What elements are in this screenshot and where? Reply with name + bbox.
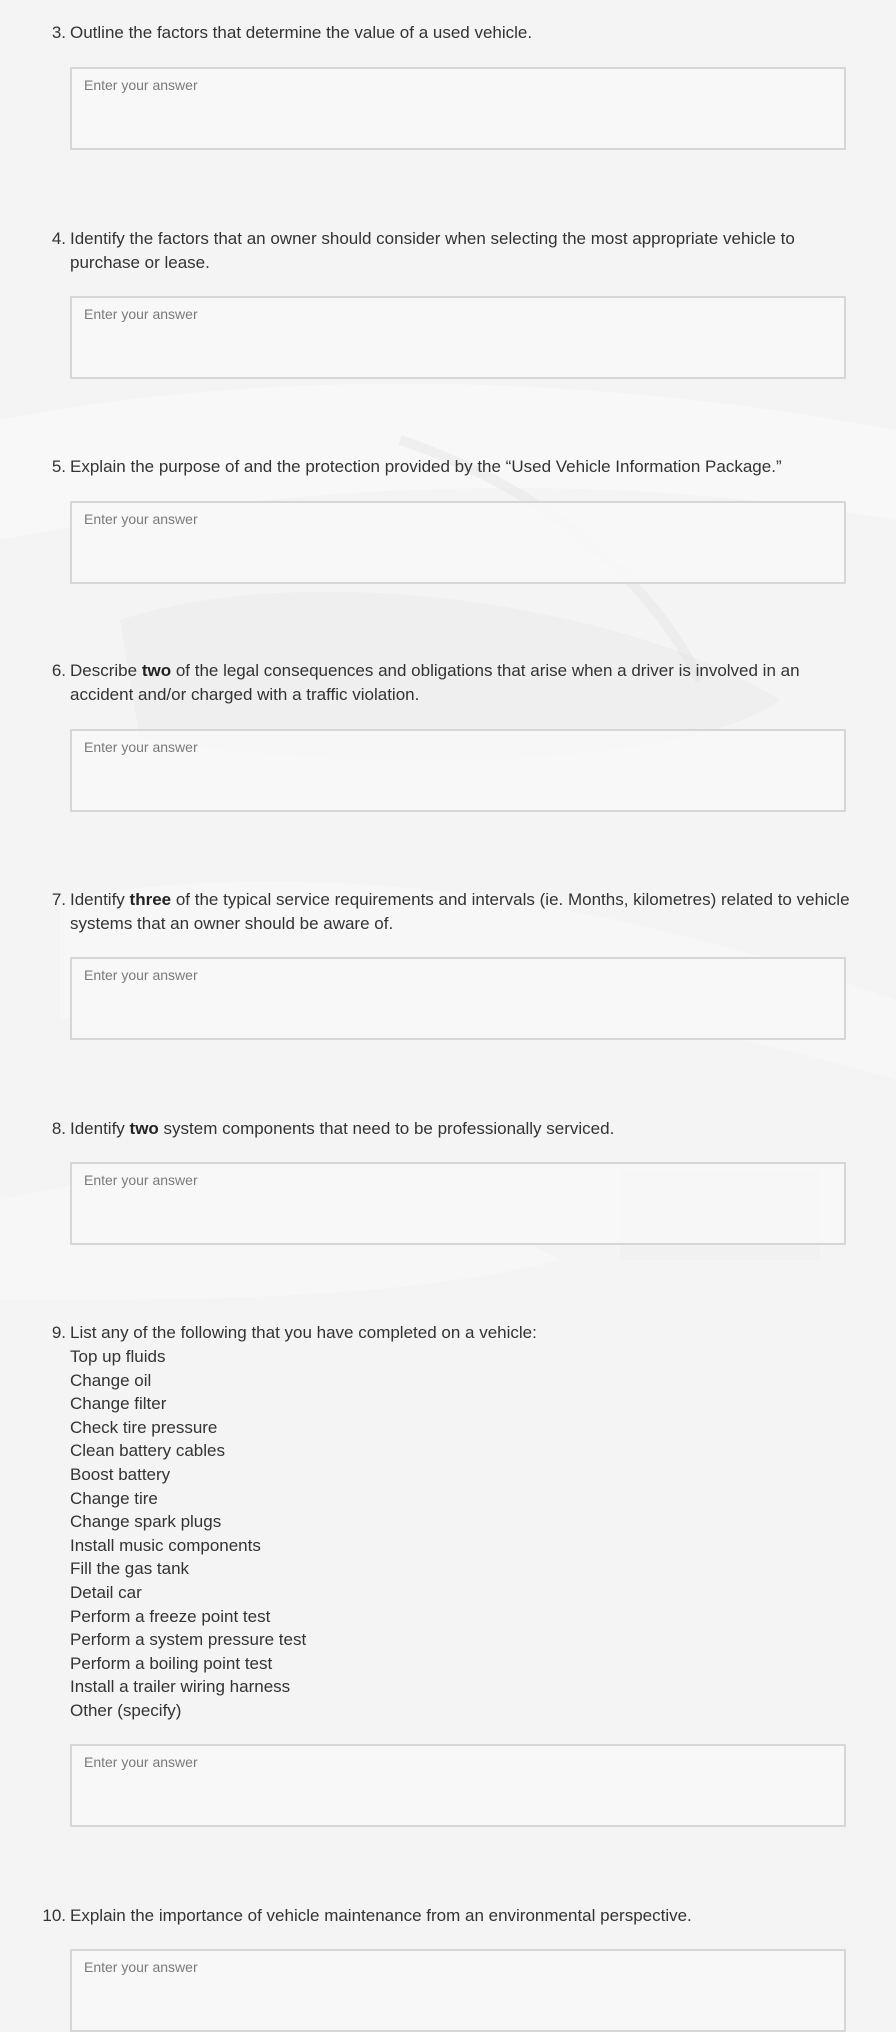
question-6	[0, 659, 896, 707]
answer-input-q8[interactable]	[70, 1162, 846, 1245]
question-number: 5.	[51, 457, 66, 476]
list-item: Detail car	[70, 1582, 142, 1602]
list-item: Other (specify)	[70, 1700, 182, 1720]
list-item: Change spark plugs	[70, 1512, 222, 1532]
question-text: 4. Identify the factors that an owner should consider when selecting the most appropriate vehicle to purchase or lease.	[51, 229, 795, 272]
question-7	[0, 888, 896, 936]
question-text: 6. Describe two of the legal consequences and obligations that arise when a driver is involved in an accident and/or charged with a traffic violation.	[51, 661, 800, 704]
emphasis: two	[141, 661, 172, 680]
list-item: Perform a freeze point test	[70, 1606, 271, 1626]
question-text: 8. Identify two system components that need to be professionally serviced.	[0, 1117, 896, 1141]
list-item: Perform a boiling point test	[70, 1653, 273, 1673]
question-8	[0, 1117, 896, 1141]
list-item: Perform a system pressure test	[70, 1630, 307, 1650]
question-number: 8.	[51, 1119, 66, 1138]
question-text: 9. List any of the following that you have completed on a vehicle:	[0, 1321, 896, 1345]
question-4	[0, 227, 896, 275]
question-number: 9.	[51, 1323, 66, 1342]
answer-input-q6[interactable]	[70, 729, 846, 812]
list-item: Check tire pressure	[70, 1417, 218, 1437]
list-item: Change filter	[70, 1394, 167, 1414]
emphasis: two	[129, 1119, 159, 1138]
list-item: Top up fluids	[70, 1347, 166, 1366]
answer-input-q10[interactable]	[70, 1949, 846, 2032]
answer-input-q5[interactable]	[70, 501, 846, 584]
question-number: 6.	[51, 661, 66, 680]
question-3	[0, 21, 896, 45]
question-number: 4.	[51, 229, 66, 248]
answer-input-q3[interactable]	[70, 67, 846, 150]
list-item: Boost battery	[70, 1464, 171, 1484]
activity-list	[0, 1345, 896, 1723]
list-item: Install a trailer wiring harness	[70, 1677, 291, 1697]
question-number: 7.	[51, 890, 66, 909]
answer-input-q9[interactable]	[70, 1744, 846, 1827]
question-text: 10. Explain the importance of vehicle maintenance from an environmental perspective.	[0, 1904, 896, 1928]
question-number: 10.	[42, 1906, 66, 1925]
question-text: 3. Outline the factors that determine the value of a used vehicle.	[0, 21, 896, 45]
list-item: Change tire	[70, 1488, 158, 1508]
question-5	[0, 455, 896, 479]
question-text: 5. Explain the purpose of and the protection provided by the “Used Vehicle Information Package.”	[0, 455, 896, 479]
answer-input-q7[interactable]	[70, 957, 846, 1040]
question-10	[0, 1904, 896, 1928]
question-9	[0, 1321, 896, 1723]
emphasis: three	[129, 890, 172, 909]
answer-input-q4[interactable]	[70, 296, 846, 379]
question-text: 7. Identify three of the typical service requirements and intervals (ie. Months, kilometres) related to vehicle systems that an owner should be aware of.	[51, 890, 850, 933]
question-number: 3.	[51, 23, 66, 42]
list-item: Install music components	[70, 1535, 261, 1555]
list-item: Fill the gas tank	[70, 1559, 190, 1579]
list-item: Clean battery cables	[70, 1441, 225, 1461]
list-item: Change oil	[70, 1370, 152, 1390]
